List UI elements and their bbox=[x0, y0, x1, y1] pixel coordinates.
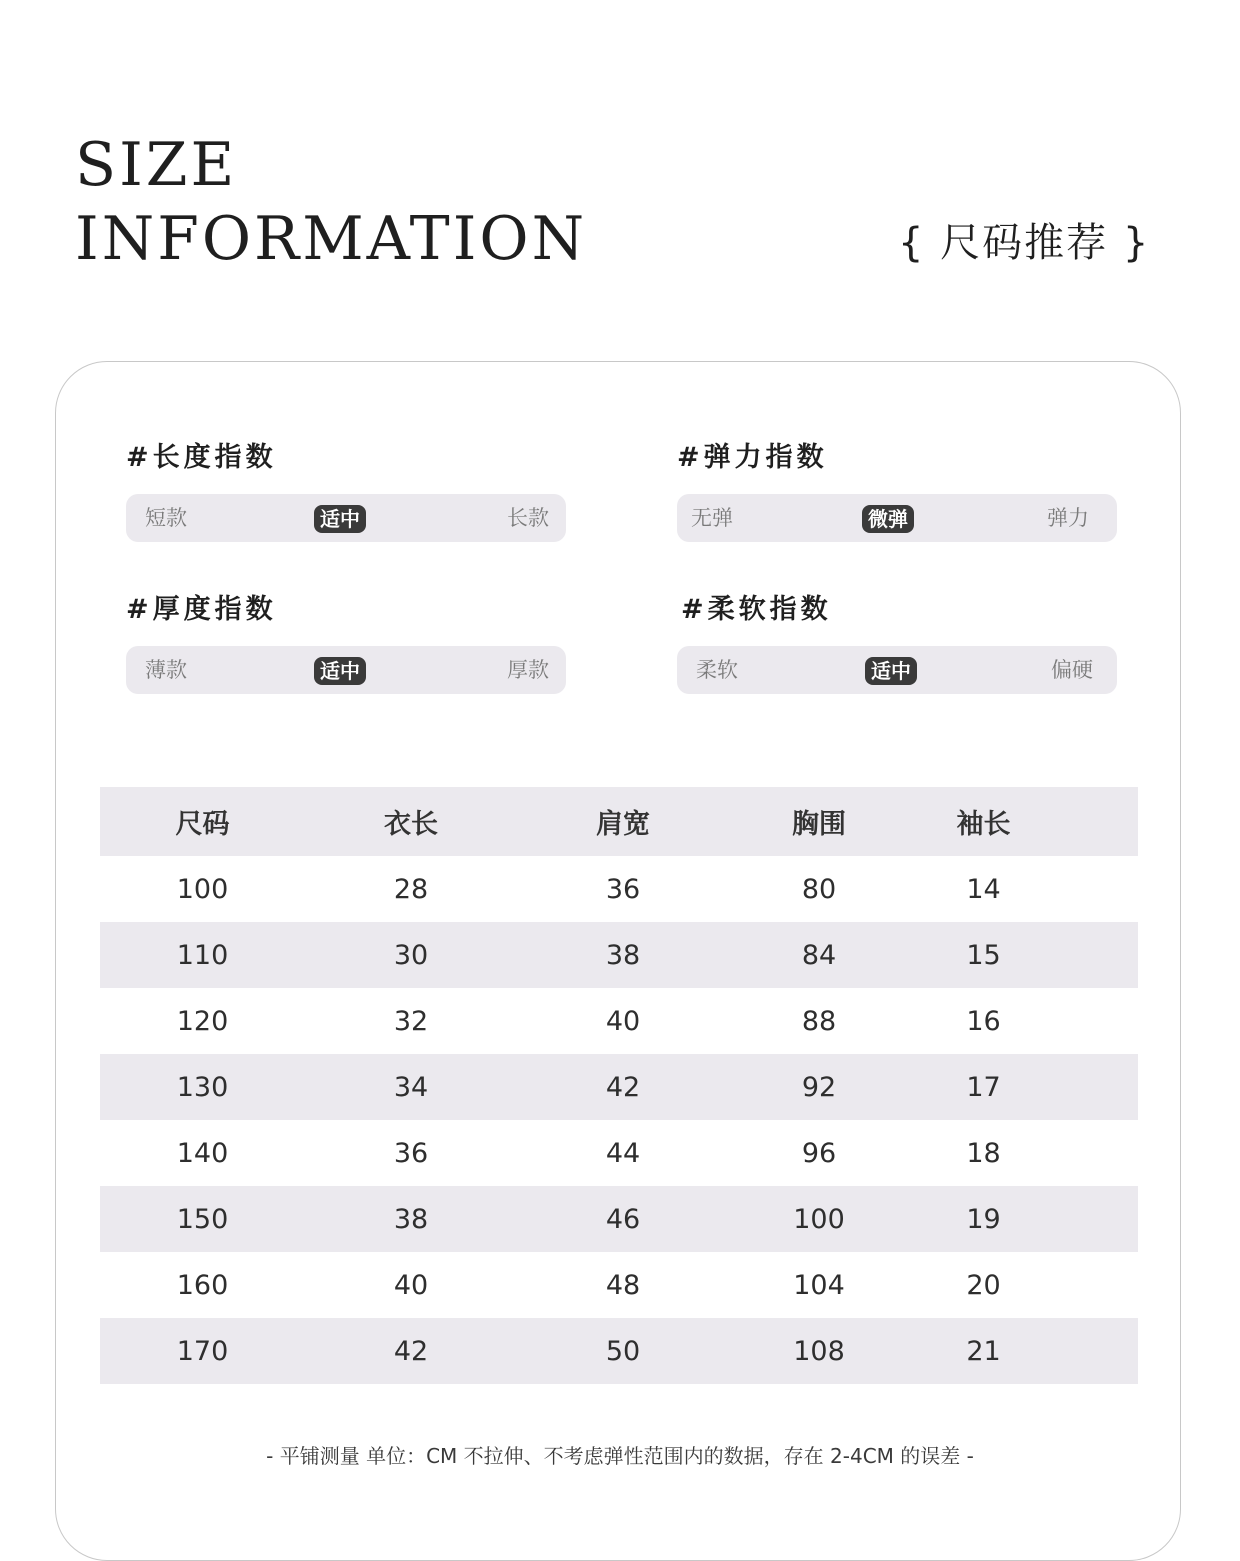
cell-sleeve: 18 bbox=[966, 1137, 1001, 1169]
elasticity-index-title: #弹力指数 bbox=[677, 442, 828, 473]
cell-shoulder: 42 bbox=[605, 1071, 641, 1103]
softness-index bbox=[677, 590, 1117, 694]
table-row bbox=[100, 1252, 1138, 1318]
cell-shoulder: 36 bbox=[605, 873, 641, 905]
cell-shoulder: 44 bbox=[605, 1137, 641, 1169]
cell-size: 160 bbox=[176, 1269, 229, 1301]
cell-size: 170 bbox=[176, 1335, 229, 1367]
thickness-option-thin: 薄款 bbox=[145, 658, 187, 682]
cell-size: 100 bbox=[176, 873, 229, 905]
elasticity-option-elastic: 弹力 bbox=[1047, 506, 1089, 530]
cell-size: 110 bbox=[176, 939, 229, 971]
cell-shoulder: 48 bbox=[605, 1269, 641, 1301]
cell-chest: 92 bbox=[801, 1071, 837, 1103]
cell-shoulder: 50 bbox=[605, 1335, 641, 1367]
thickness-option-selected: 适中 bbox=[314, 657, 366, 685]
cell-chest: 80 bbox=[801, 873, 837, 905]
elasticity-index bbox=[677, 438, 1117, 542]
softness-index-scale bbox=[677, 646, 1117, 694]
cell-chest: 104 bbox=[793, 1269, 845, 1301]
cell-shoulder: 46 bbox=[605, 1203, 641, 1235]
table-row bbox=[100, 1318, 1138, 1384]
cell-chest: 96 bbox=[801, 1137, 837, 1169]
page-title bbox=[75, 128, 587, 276]
title-line-information: INFORMATION bbox=[75, 204, 588, 274]
cell-sleeve: 15 bbox=[966, 939, 1001, 971]
table-header-row bbox=[100, 787, 1138, 856]
cell-length: 28 bbox=[393, 873, 429, 905]
cell-size: 130 bbox=[176, 1071, 229, 1103]
cell-size: 140 bbox=[176, 1137, 229, 1169]
softness-option-stiff: 偏硬 bbox=[1051, 658, 1093, 682]
elasticity-option-none: 无弹 bbox=[691, 506, 733, 530]
cell-sleeve: 20 bbox=[966, 1269, 1001, 1301]
softness-option-selected: 适中 bbox=[865, 657, 917, 685]
cell-length: 36 bbox=[393, 1137, 429, 1169]
cell-sleeve: 17 bbox=[966, 1071, 1001, 1103]
cell-shoulder: 40 bbox=[605, 1005, 641, 1037]
cell-chest: 84 bbox=[801, 939, 837, 971]
title-line-size: SIZE bbox=[75, 130, 238, 200]
softness-index-title: #柔软指数 bbox=[681, 594, 832, 625]
header-shoulder: 肩宽 bbox=[596, 809, 650, 840]
length-index-scale bbox=[126, 494, 566, 542]
length-index bbox=[126, 438, 566, 542]
header-chest: 胸围 bbox=[792, 809, 846, 840]
table-row bbox=[100, 1054, 1138, 1120]
cell-length: 34 bbox=[393, 1071, 429, 1103]
cell-sleeve: 14 bbox=[966, 873, 1001, 905]
cell-size: 120 bbox=[176, 1005, 229, 1037]
thickness-index-title: #厚度指数 bbox=[126, 594, 277, 625]
header-spacer bbox=[1058, 787, 1138, 856]
thickness-option-thick: 厚款 bbox=[507, 658, 549, 682]
length-index-title: #长度指数 bbox=[126, 442, 277, 473]
header-length: 衣长 bbox=[384, 809, 438, 840]
cell-sleeve: 21 bbox=[966, 1335, 1001, 1367]
cell-shoulder: 38 bbox=[605, 939, 641, 971]
table-row bbox=[100, 922, 1138, 988]
length-option-short: 短款 bbox=[145, 506, 187, 530]
table-row bbox=[100, 1120, 1138, 1186]
table-row bbox=[100, 988, 1138, 1054]
cell-sleeve: 16 bbox=[966, 1005, 1001, 1037]
thickness-index bbox=[126, 590, 566, 694]
measurement-note: - 平铺测量 单位：CM 不拉伸、不考虑弹性范围内的数据，存在 2-4CM 的误差 - bbox=[266, 1444, 974, 1468]
table-row bbox=[100, 1186, 1138, 1252]
softness-option-soft: 柔软 bbox=[696, 658, 738, 682]
cell-chest: 100 bbox=[793, 1203, 845, 1235]
elasticity-option-selected: 微弹 bbox=[862, 505, 914, 533]
cell-length: 32 bbox=[393, 1005, 429, 1037]
cell-length: 42 bbox=[393, 1335, 429, 1367]
header-sleeve: 袖长 bbox=[956, 809, 1011, 840]
cell-length: 40 bbox=[393, 1269, 429, 1301]
size-recommendation-title: { 尺码推荐 } bbox=[898, 220, 1151, 266]
length-option-long: 长款 bbox=[507, 506, 549, 530]
cell-length: 30 bbox=[393, 939, 429, 971]
cell-length: 38 bbox=[393, 1203, 429, 1235]
elasticity-index-scale bbox=[677, 494, 1117, 542]
table-row bbox=[100, 856, 1138, 922]
length-option-selected: 适中 bbox=[314, 505, 366, 533]
thickness-index-scale bbox=[126, 646, 566, 694]
size-table bbox=[100, 787, 1138, 1384]
cell-size: 150 bbox=[176, 1203, 229, 1235]
cell-chest: 88 bbox=[801, 1005, 837, 1037]
header-size: 尺码 bbox=[175, 809, 230, 840]
cell-sleeve: 19 bbox=[966, 1203, 1001, 1235]
cell-chest: 108 bbox=[793, 1335, 845, 1367]
